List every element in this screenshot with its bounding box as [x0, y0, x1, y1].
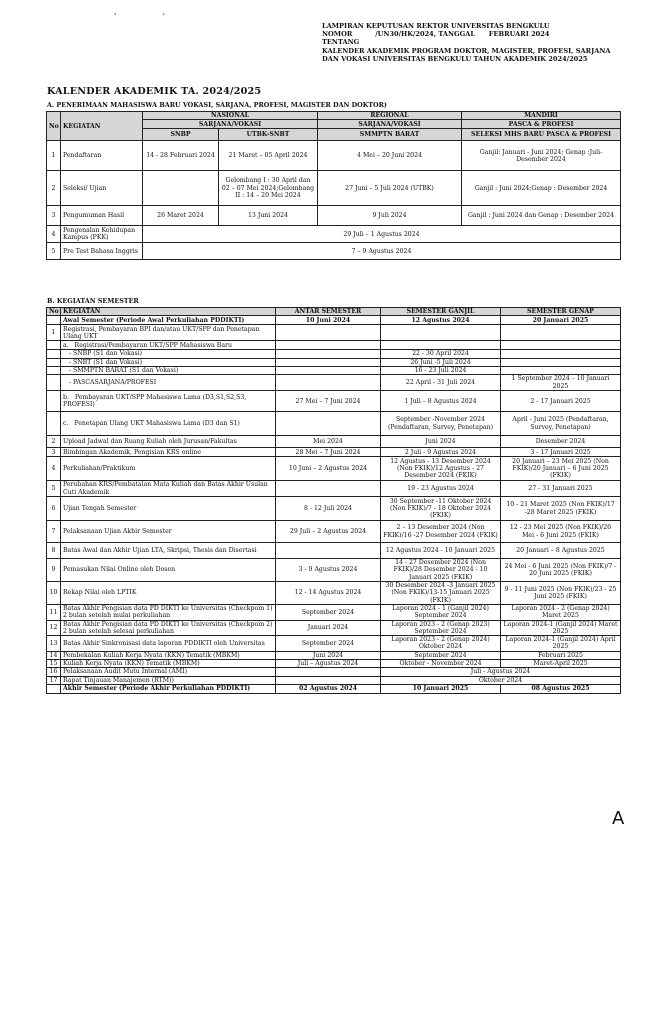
cell-no: 3	[47, 206, 61, 226]
col-header: SMMPTN BARAT	[318, 129, 462, 141]
cell-genap: 2 - 17 Januari 2025	[501, 391, 621, 412]
cell-genap: 08 Agustus 2025	[501, 684, 621, 693]
header-line: NOMOR /UN30/HK/2024, TANGGAL FEBRUARI 2024	[322, 30, 550, 39]
cell-ganjil: Laporan 2023 - 2 (Genap 2024) Oktober 2024	[381, 636, 501, 652]
col-header: SELEKSI MHS BARU PASCA & PROFESI	[462, 129, 621, 141]
cell-no: 1	[47, 141, 61, 171]
cell-genap: Februari 2025	[501, 651, 621, 659]
cell-genap: 20 Januari – 23 Mei 2025 (Non FKIK)/20 Januari – 6 Juni 2025 (FKIK)	[501, 457, 621, 481]
cell-no: 5	[47, 243, 61, 260]
cell-no: 10	[47, 582, 61, 605]
cell-ganjil: 12 Agustus - 13 Desember 2024 (Non FKIK)/12 Agustus - 27 Desember 2024 (FKIK)	[381, 457, 501, 481]
scan-marks: ' '	[114, 12, 187, 21]
cell-ganjil: Juni 2024	[381, 436, 501, 448]
col-kegiatan-header: KEGIATAN	[61, 308, 276, 316]
cell-snbp	[143, 171, 219, 206]
cell-genap: 10 - 21 Maret 2025 (Non FKIK)/17 -28 Maret 2025 (FKIK)	[501, 497, 621, 521]
cell-no: 2	[47, 171, 61, 206]
cell-ganjil: Laporan 2024 - 1 (Ganjil 2024) September 2024	[381, 604, 501, 620]
cell-no	[47, 412, 61, 436]
cell-no	[47, 341, 61, 350]
semester-row	[47, 636, 621, 652]
col-header: SEMESTER GENAP	[501, 308, 621, 316]
cell-no: 11	[47, 604, 61, 620]
semester-row	[47, 448, 621, 457]
cell-smmptn: 4 Mei – 20 Juni 2024	[318, 141, 462, 171]
cell-ganjil: September -November 2024 (Pendaftaran, Survey, Penetapan)	[381, 412, 501, 436]
cell-genap: Laporan 2024-1 (Ganjil 2024) April 2025	[501, 636, 621, 652]
cell-ganjil: September 2024	[381, 651, 501, 659]
cell-genap: 24 Mei - 6 Juni 2025 (Non FKIK)/7 - 20 Juni 2025 (FKIK)	[501, 559, 621, 582]
cell-mandiri: Ganjil : Juni 2024 dan Genap : Desember 2024	[462, 206, 621, 226]
page-title: KALENDER AKADEMIK TA. 2024/2025	[47, 86, 262, 97]
col-no-header: No	[47, 308, 61, 316]
cell-kegiatan: Perubahan KRS/Pembatalan Mata Kuliah dan Batas Akhir Usulan Cuti Akademik	[61, 481, 276, 497]
cell-antar	[276, 358, 381, 366]
cell-no: 6	[47, 497, 61, 521]
admission-row	[47, 141, 621, 171]
cell-no: 15	[47, 660, 61, 668]
cell-kegiatan: Pelaksanaan Ujian Akhir Semester	[61, 521, 276, 543]
semester-row	[47, 366, 621, 374]
cell-no: 16	[47, 668, 61, 676]
cell-no: 1	[47, 325, 61, 341]
semester-table	[46, 307, 621, 694]
cell-genap	[501, 366, 621, 374]
cell-kegiatan: Batas Akhir Sinkronisasi data laporan PDDIKTI oleh Universitas	[61, 636, 276, 652]
cell-genap: 1 September 2024 – 10 Januari 2025	[501, 375, 621, 391]
subgroup-header: PASCA & PROFESI	[462, 120, 621, 129]
semester-row	[47, 521, 621, 543]
cell-genap: Laporan 2024 - 2 (Genap 2024) Maret 2025	[501, 604, 621, 620]
col-header: SNBP	[143, 129, 219, 141]
cell-ganjil: 16 - 23 Juli 2024	[381, 366, 501, 374]
cell-antar: September 2024	[276, 636, 381, 652]
cell-kegiatan: Batas Awal dan Akhir Ujian LTA, Skripsi, Thesis dan Disertasi	[61, 543, 276, 559]
cell-merged: Oktober 2024	[381, 676, 621, 684]
cell-no: 14	[47, 651, 61, 659]
semester-row	[47, 651, 621, 659]
group-header: MANDIRI	[462, 112, 621, 120]
cell-no: 13	[47, 636, 61, 652]
col-no-header: No	[47, 112, 61, 141]
cell-antar: 28 Mei – 7 Juni 2024	[276, 448, 381, 457]
semester-row	[47, 676, 621, 684]
cell-genap: Desember 2024	[501, 436, 621, 448]
cell-kegiatan: Bimbingan Akademik, Pengisian KRS online	[61, 448, 276, 457]
cell-genap: April - Juni 2025 (Pendaftaran, Survey, Penetapan)	[501, 412, 621, 436]
admission-row	[47, 226, 621, 243]
cell-no	[47, 684, 61, 693]
semester-row	[47, 341, 621, 350]
cell-kegiatan: Ujian Tengah Semester	[61, 497, 276, 521]
cell-genap	[501, 325, 621, 341]
cell-genap	[501, 358, 621, 366]
cell-no: 12	[47, 620, 61, 636]
cell-antar: Juni 2024	[276, 651, 381, 659]
header-line: KALENDER AKADEMIK PROGRAM DOKTOR, MAGISTER, PROFESI, SARJANA	[322, 46, 611, 55]
cell-kegiatan: Pendaftaran	[61, 141, 143, 171]
cell-kegiatan: Pengenalan Kehidupan Kampus (PKK)	[61, 226, 143, 243]
cell-merged: 7 – 9 Agustus 2024	[143, 243, 621, 260]
cell-no: 5	[47, 481, 61, 497]
cell-ganjil: 26 Juni -5 Juli 2024	[381, 358, 501, 366]
cell-snbp: 14 - 28 Februari 2024	[143, 141, 219, 171]
cell-kegiatan: Pengumuman Hasil	[61, 206, 143, 226]
cell-kegiatan: - SMMPTN BARAT (S1 dan Vokasi)	[61, 366, 276, 374]
semester-row	[47, 457, 621, 481]
cell-genap: Maret-April 2025	[501, 660, 621, 668]
cell-no	[47, 358, 61, 366]
cell-ganjil: Oktober - November 2024	[381, 660, 501, 668]
cell-antar: 10 Juni – 2 Agustus 2024	[276, 457, 381, 481]
cell-utbk: 21 Maret – 05 April 2024	[219, 141, 318, 171]
col-kegiatan-header: KEGIATAN	[61, 112, 143, 141]
cell-mandiri: Ganjil : Juni 2024;Genap : Desember 2024	[462, 171, 621, 206]
cell-smmptn: 27 Juni – 5 Juli 2024 (UTBK)	[318, 171, 462, 206]
cell-no	[47, 316, 61, 325]
semester-row	[47, 391, 621, 412]
cell-kegiatan: Awal Semester (Periode Awal Perkuliahan PDDIKTI)	[61, 316, 276, 325]
cell-kegiatan: c. Penetapan Ulang UKT Mahasiswa Lama (D3 dan S1)	[61, 412, 276, 436]
cell-antar: 29 Juli – 2 Agustus 2024	[276, 521, 381, 543]
cell-antar: 02 Agustus 2024	[276, 684, 381, 693]
cell-antar	[276, 366, 381, 374]
cell-kegiatan: - PASCASARJANA/PROFESI	[61, 375, 276, 391]
cell-antar: 10 Juni 2024	[276, 316, 381, 325]
cell-antar: Juli – Agustus 2024	[276, 660, 381, 668]
cell-ganjil: 12 Agustus 2024	[381, 316, 501, 325]
header-line: TENTANG	[322, 38, 360, 47]
cell-ganjil: 30 September -11 Oktober 2024 (Non FKIK)/7 - 18 Oktober 2024 (FKIK)	[381, 497, 501, 521]
cell-antar	[276, 341, 381, 350]
cell-kegiatan: Pemasukan Nilai Online oleh Dosen	[61, 559, 276, 582]
cell-antar: 27 Mei – 7 Juni 2024	[276, 391, 381, 412]
semester-row	[47, 350, 621, 358]
cell-genap: 3 - 17 Januari 2025	[501, 448, 621, 457]
cell-empty	[276, 676, 381, 684]
col-header: SEMESTER GANJIL	[381, 308, 501, 316]
cell-snbp: 26 Maret 2024	[143, 206, 219, 226]
group-header: REGIONAL	[318, 112, 462, 120]
paraf-initial: A	[612, 808, 625, 829]
semester-row	[47, 412, 621, 436]
cell-antar: 3 - 9 Agustus 2024	[276, 559, 381, 582]
cell-genap	[501, 350, 621, 358]
semester-row	[47, 684, 621, 693]
semester-row	[47, 436, 621, 448]
cell-kegiatan: Rapat Tinjauan Manajemen (RTM))	[61, 676, 276, 684]
cell-genap: 12 - 23 Mei 2025 (Non FKIK)/26 Mei - 6 Juni 2025 (FKIK)	[501, 521, 621, 543]
admission-table	[46, 111, 621, 260]
cell-ganjil: 19 - 23 Agustus 2024	[381, 481, 501, 497]
cell-genap	[501, 341, 621, 350]
cell-kegiatan: - SNBP (S1 dan Vokasi)	[61, 350, 276, 358]
subgroup-header: SARJANA/VOKASI	[143, 120, 318, 129]
cell-ganjil: 22 April - 31 Juli 2024	[381, 375, 501, 391]
semester-row	[47, 325, 621, 341]
cell-kegiatan: Batas Akhir Pengisian data PD DIKTI ke Universitas (Checkpoin 1) 2 bulan setelah mulai perkuliahan	[61, 604, 276, 620]
cell-antar: Mei 2024	[276, 436, 381, 448]
cell-no: 9	[47, 559, 61, 582]
cell-kegiatan: b. Pembayaran UKT/SPP Mahasiswa Lama (D3,S1,S2,S3, PROFESI)	[61, 391, 276, 412]
admission-row	[47, 206, 621, 226]
cell-antar: Januari 2024	[276, 620, 381, 636]
cell-antar	[276, 481, 381, 497]
cell-ganjil: 2 Juli - 9 Agustus 2024	[381, 448, 501, 457]
semester-row	[47, 358, 621, 366]
cell-ganjil: 1 Juli – 8 Agustus 2024	[381, 391, 501, 412]
cell-antar	[276, 543, 381, 559]
cell-genap: 27 - 31 Januari 2025	[501, 481, 621, 497]
cell-kegiatan: Akhir Semester (Periode Akhir Perkuliahan PDDIKTI)	[61, 684, 276, 693]
cell-antar	[276, 325, 381, 341]
col-header: UTBK-SNBT	[219, 129, 318, 141]
semester-row	[47, 668, 621, 676]
decree-header	[322, 22, 642, 63]
cell-ganjil: 12 Agustus 2024 - 10 Januari 2025	[381, 543, 501, 559]
cell-genap: 20 Januari – 8 Agustus 2025	[501, 543, 621, 559]
cell-ganjil	[381, 325, 501, 341]
header-line: DAN VOKASI UNIVERSITAS BENGKULU TAHUN AKADEMIK 2024/2025	[322, 54, 588, 63]
semester-row	[47, 316, 621, 325]
cell-kegiatan: - SNBT (S1 dan Vokasi)	[61, 358, 276, 366]
semester-row	[47, 582, 621, 605]
cell-kegiatan: Upload Jadwal dan Ruang Kuliah oleh Jurusan/Fakultas	[61, 436, 276, 448]
cell-no: 7	[47, 521, 61, 543]
cell-merged: 29 Juli – 1 Agustus 2024	[143, 226, 621, 243]
cell-kegiatan: a. Registrasi/Pembayaran UKT/SPP Mahasiswa Baru	[61, 341, 276, 350]
cell-no: 3	[47, 448, 61, 457]
cell-no	[47, 375, 61, 391]
semester-row	[47, 543, 621, 559]
semester-row	[47, 660, 621, 668]
cell-kegiatan: Registrasi, Pembayaran BPI dan/atau UKT/SPP dan Penetapan Ulang UKT	[61, 325, 276, 341]
cell-genap: 9 - 11 Juni 2025 (Non FKIK)/23 - 25 Juni 2025 (FKIK)	[501, 582, 621, 605]
cell-mandiri: Ganjil: Januari - Juni 2024; Genap :Juli-Desember 2024	[462, 141, 621, 171]
cell-antar: September 2024	[276, 604, 381, 620]
cell-antar: 12 - 14 Agustus 2024	[276, 582, 381, 605]
cell-ganjil: Laporan 2023 - 2 (Genap 2023) September 2024	[381, 620, 501, 636]
cell-antar: 8 - 12 Juli 2024	[276, 497, 381, 521]
cell-utbk: Gelombang I : 30 April dan 02 – 07 Mei 2024;Gelombang II : 14 – 20 Mei 2024	[219, 171, 318, 206]
cell-ganjil: 14 - 27 Desember 2024 (Non FKIK)/28 Desember 2024 - 10 Januari 2025 (FKIK)	[381, 559, 501, 582]
cell-no	[47, 391, 61, 412]
cell-smmptn: 9 Juli 2024	[318, 206, 462, 226]
admission-row	[47, 243, 621, 260]
semester-row	[47, 620, 621, 636]
cell-kegiatan: Kuliah Kerja Nyata (KKN) Tematik (MBKM)	[61, 660, 276, 668]
cell-antar	[276, 350, 381, 358]
cell-kegiatan: Pelaksanaan Audit Mutu Internal (AMI)	[61, 668, 276, 676]
cell-antar	[276, 375, 381, 391]
cell-ganjil: 30 Desember 2024 -3 Januari 2025 (Non FKIK)/13-15 Januari 2025 (FKIK)	[381, 582, 501, 605]
cell-ganjil: 22 - 30 April 2024	[381, 350, 501, 358]
cell-kegiatan: Batas Akhir Pengisian data PD DIKTI ke Universitas (Checkpoin 2) 2 bulan setelah selesai perkuliahan	[61, 620, 276, 636]
cell-utbk: 13 Juni 2024	[219, 206, 318, 226]
cell-kegiatan: Rekap Nilai oleh LPTIK	[61, 582, 276, 605]
cell-ganjil: 2 – 13 Desember 2024 (Non FKIK)/16 -27 Desember 2024 (FKIK)	[381, 521, 501, 543]
semester-row	[47, 604, 621, 620]
cell-kegiatan: Perkuliahan/Praktikum	[61, 457, 276, 481]
cell-no	[47, 366, 61, 374]
cell-ganjil: 10 Januari 2025	[381, 684, 501, 693]
cell-empty	[276, 668, 381, 676]
cell-kegiatan: Pembekalan Kuliah Kerja Nyata (KKN) Tematik (MBKM)	[61, 651, 276, 659]
cell-antar	[276, 412, 381, 436]
cell-no: 8	[47, 543, 61, 559]
cell-no: 4	[47, 457, 61, 481]
semester-row	[47, 481, 621, 497]
cell-no: 4	[47, 226, 61, 243]
header-line: LAMPIRAN KEPUTUSAN REKTOR UNIVERSITAS BENGKULU	[322, 22, 550, 30]
cell-kegiatan: Seleksi/ Ujian	[61, 171, 143, 206]
admission-row	[47, 171, 621, 206]
cell-merged: Juli - Agustus 2024	[381, 668, 621, 676]
cell-no	[47, 350, 61, 358]
semester-row	[47, 559, 621, 582]
cell-genap: 20 Januari 2025	[501, 316, 621, 325]
col-header: ANTAR SEMESTER	[276, 308, 381, 316]
section-a-heading: A. PENERIMAAN MAHASISWA BARU VOKASI, SARJANA, PROFESI, MAGISTER DAN DOKTOR)	[47, 101, 387, 109]
cell-kegiatan: Pre Test Bahasa Inggris	[61, 243, 143, 260]
group-header: NASIONAL	[143, 112, 318, 120]
semester-row	[47, 375, 621, 391]
cell-genap: Laporan 2024-1 (Ganjil 2024) Maret 2025	[501, 620, 621, 636]
semester-row	[47, 497, 621, 521]
cell-ganjil	[381, 341, 501, 350]
subgroup-header: SARJANA/VOKASI	[318, 120, 462, 129]
cell-no: 2	[47, 436, 61, 448]
cell-no: 17	[47, 676, 61, 684]
section-b-heading: B. KEGIATAN SEMESTER	[47, 297, 139, 305]
